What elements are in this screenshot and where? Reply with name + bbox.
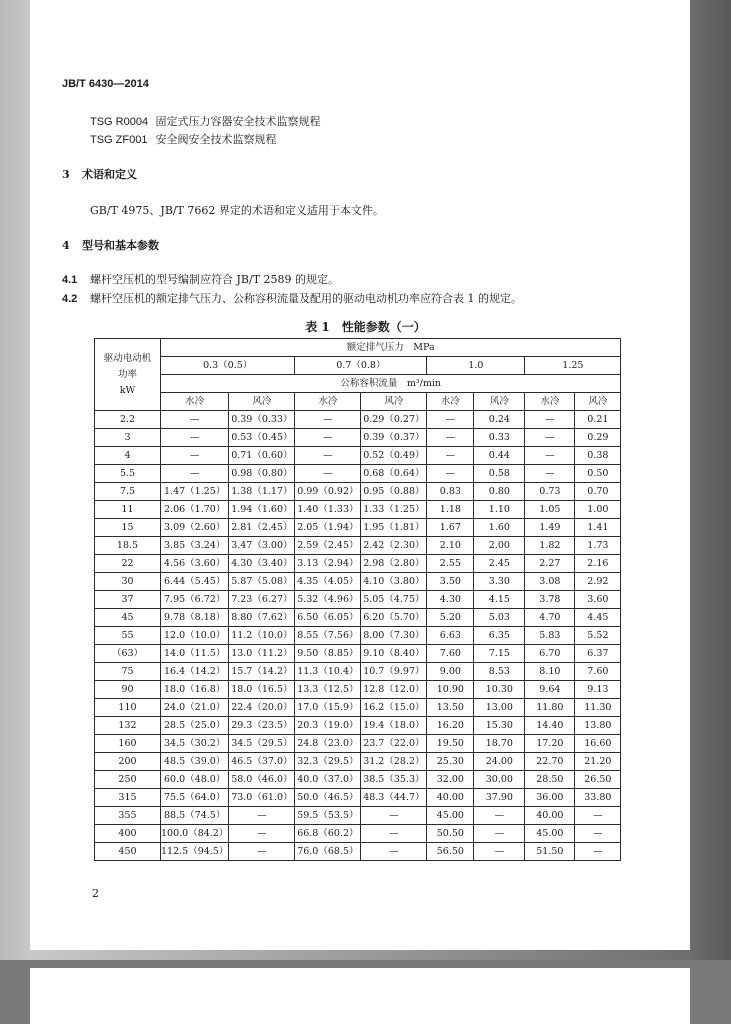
table-row: [95, 555, 621, 573]
flow-cell: 13.00: [474, 699, 525, 717]
reference-item: [90, 131, 277, 147]
flow-cell: 1.05: [525, 501, 575, 519]
flow-cell: 24.0（21.0）: [161, 699, 229, 717]
flow-cell: 24.00: [474, 753, 525, 771]
flow-cell: 76.0（68.5）: [295, 843, 361, 861]
flow-cell: 0.83: [427, 483, 474, 501]
flow-cell: 2.55: [427, 555, 474, 573]
flow-cell: 6.50（6.05）: [295, 609, 361, 627]
flow-cell: —: [295, 429, 361, 447]
flow-cell: 5.03: [474, 609, 525, 627]
flow-cell: 51.50: [525, 843, 575, 861]
pressure-header-cell: 0.3（0.5）: [161, 357, 295, 375]
flow-cell: 3.85（3.24）: [161, 537, 229, 555]
pressure-header-cell: 1.0: [427, 357, 525, 375]
flow-cell: —: [229, 843, 295, 861]
flow-cell: 1.60: [474, 519, 525, 537]
flow-cell: 56.50: [427, 843, 474, 861]
power-cell: 30: [95, 573, 161, 591]
flow-cell: 5.05（4.75）: [361, 591, 427, 609]
table-row: [95, 411, 621, 429]
flow-cell: 18.0（16.5）: [229, 681, 295, 699]
flow-cell: 73.0（61.0）: [229, 789, 295, 807]
table-row: [95, 429, 621, 447]
section-title: 型号和基本参数: [82, 239, 159, 252]
flow-cell: 0.39（0.37）: [361, 429, 427, 447]
flow-cell: 5.83: [525, 627, 575, 645]
flow-cell: 4.30: [427, 591, 474, 609]
flow-cell: 1.47（1.25）: [161, 483, 229, 501]
power-cell: 110: [95, 699, 161, 717]
flow-cell: 0.29: [575, 429, 621, 447]
flow-cell: 1.94（1.60）: [229, 501, 295, 519]
flow-cell: 20.3（19.0）: [295, 717, 361, 735]
document-header: JB/T 6430—2014: [62, 78, 149, 90]
flow-header: 公称容积流量 m³/min: [161, 375, 621, 393]
table-row: [95, 717, 621, 735]
table-row: [95, 573, 621, 591]
flow-cell: 9.13: [575, 681, 621, 699]
clause: [62, 290, 522, 306]
flow-cell: 5.52: [575, 627, 621, 645]
flow-cell: —: [229, 825, 295, 843]
flow-cell: —: [361, 807, 427, 825]
flow-cell: —: [525, 465, 575, 483]
flow-cell: —: [575, 807, 621, 825]
power-cell: 11: [95, 501, 161, 519]
flow-cell: 3.09（2.60）: [161, 519, 229, 537]
flow-cell: 2.16: [575, 555, 621, 573]
table-row: [95, 627, 621, 645]
table-row: [95, 609, 621, 627]
flow-cell: —: [525, 411, 575, 429]
table-row: [95, 519, 621, 537]
power-cell: 75: [95, 663, 161, 681]
flow-cell: 1.95（1.81）: [361, 519, 427, 537]
flow-cell: 0.73: [525, 483, 575, 501]
table-row: [95, 537, 621, 555]
flow-cell: 3.08: [525, 573, 575, 591]
flow-cell: 6.70: [525, 645, 575, 663]
flow-cell: 1.49: [525, 519, 575, 537]
flow-cell: —: [361, 825, 427, 843]
flow-cell: 29.3（23.5）: [229, 717, 295, 735]
flow-cell: 7.60: [427, 645, 474, 663]
pressure-header-cell: 1.25: [525, 357, 621, 375]
cooling-header-cell: 风冷: [361, 393, 427, 411]
section-number: 4: [62, 239, 70, 252]
flow-cell: 1.67: [427, 519, 474, 537]
table-row: [95, 663, 621, 681]
flow-cell: 10.7（9.97）: [361, 663, 427, 681]
flow-cell: 1.73: [575, 537, 621, 555]
power-cell: 160: [95, 735, 161, 753]
table-row: [95, 807, 621, 825]
section-title: 术语和定义: [82, 168, 137, 181]
flow-cell: —: [161, 411, 229, 429]
row-header-line: kW: [119, 384, 136, 396]
flow-cell: 11.2（10.0）: [229, 627, 295, 645]
flow-cell: 2.06（1.70）: [161, 501, 229, 519]
flow-cell: 0.71（0.60）: [229, 447, 295, 465]
flow-cell: 13.0（11.2）: [229, 645, 295, 663]
flow-cell: 4.10（3.80）: [361, 573, 427, 591]
flow-cell: 48.5（39.0）: [161, 753, 229, 771]
flow-cell: 13.50: [427, 699, 474, 717]
flow-cell: 2.81（2.45）: [229, 519, 295, 537]
row-header-line: 驱动电动机: [103, 352, 152, 364]
flow-cell: 0.99（0.92）: [295, 483, 361, 501]
section-heading: [62, 166, 137, 182]
table-row: [95, 465, 621, 483]
flow-cell: 8.55（7.56）: [295, 627, 361, 645]
flow-cell: —: [161, 465, 229, 483]
flow-cell: 0.58: [474, 465, 525, 483]
flow-cell: 1.40（1.33）: [295, 501, 361, 519]
flow-cell: 3.60: [575, 591, 621, 609]
flow-cell: 1.41: [575, 519, 621, 537]
section-paragraph: GB/T 4975、JB/T 7662 界定的术语和定义适用于本文件。: [90, 204, 384, 217]
flow-cell: 0.68（0.64）: [361, 465, 427, 483]
cooling-header-cell: 水冷: [295, 393, 361, 411]
flow-cell: 18.0（16.8）: [161, 681, 229, 699]
power-cell: 37: [95, 591, 161, 609]
flow-cell: 3.47（3.00）: [229, 537, 295, 555]
table-row: [95, 483, 621, 501]
flow-cell: 40.00: [525, 807, 575, 825]
table-row: [95, 501, 621, 519]
flow-cell: 38.5（35.3）: [361, 771, 427, 789]
reference-code: TSG R0004: [90, 116, 149, 128]
flow-cell: 8.53: [474, 663, 525, 681]
flow-cell: 15.30: [474, 717, 525, 735]
flow-cell: 6.44（5.45）: [161, 573, 229, 591]
flow-cell: 17.0（15.9）: [295, 699, 361, 717]
flow-cell: 45.00: [525, 825, 575, 843]
flow-cell: —: [295, 465, 361, 483]
flow-cell: 2.92: [575, 573, 621, 591]
table-body: [95, 411, 621, 861]
flow-cell: 7.15: [474, 645, 525, 663]
cooling-header-cell: 风冷: [575, 393, 621, 411]
flow-cell: 60.0（48.0）: [161, 771, 229, 789]
flow-cell: —: [229, 807, 295, 825]
flow-cell: 50.50: [427, 825, 474, 843]
power-cell: 4: [95, 447, 161, 465]
reference-title: 安全阀安全技术监察规程: [155, 133, 277, 146]
power-cell: 250: [95, 771, 161, 789]
table-row: [95, 699, 621, 717]
flow-cell: 19.4（18.0）: [361, 717, 427, 735]
pressure-header: 额定排气压力 MPa: [161, 339, 621, 357]
flow-cell: —: [525, 447, 575, 465]
table-row: [95, 447, 621, 465]
flow-cell: 8.00（7.30）: [361, 627, 427, 645]
flow-cell: 2.05（1.94）: [295, 519, 361, 537]
row-header-line: 功率: [117, 368, 137, 380]
table-row: [95, 753, 621, 771]
flow-cell: 75.5（64.0）: [161, 789, 229, 807]
flow-cell: 0.29（0.27）: [361, 411, 427, 429]
flow-cell: —: [161, 429, 229, 447]
flow-cell: 3.13（2.94）: [295, 555, 361, 573]
table-row: [95, 645, 621, 663]
power-cell: 132: [95, 717, 161, 735]
clause-number: 4.1: [62, 274, 78, 286]
flow-cell: 10.90: [427, 681, 474, 699]
flow-cell: 5.87（5.08）: [229, 573, 295, 591]
row-header-cell: [95, 339, 161, 411]
table-title: 表 1 性能参数（一）: [305, 320, 426, 334]
flow-cell: 59.5（53.5）: [295, 807, 361, 825]
flow-cell: 2.42（2.30）: [361, 537, 427, 555]
flow-cell: 2.27: [525, 555, 575, 573]
flow-cell: 112.5（94.5）: [161, 843, 229, 861]
flow-cell: —: [427, 447, 474, 465]
power-cell: 2.2: [95, 411, 161, 429]
clause-text: 螺杆空压机的型号编制应符合 JB/T 2589 的规定。: [90, 273, 340, 286]
flow-cell: 0.52（0.49）: [361, 447, 427, 465]
reference-title: 固定式压力容器安全技术监察规程: [155, 115, 321, 128]
flow-cell: 50.0（46.5）: [295, 789, 361, 807]
cooling-header-cell: 水冷: [525, 393, 575, 411]
flow-cell: —: [427, 429, 474, 447]
flow-cell: 2.59（2.45）: [295, 537, 361, 555]
power-cell: 5.5: [95, 465, 161, 483]
power-cell: 200: [95, 753, 161, 771]
flow-cell: 1.82: [525, 537, 575, 555]
flow-cell: 3.78: [525, 591, 575, 609]
flow-cell: 32.3（29.5）: [295, 753, 361, 771]
flow-cell: 0.95（0.88）: [361, 483, 427, 501]
flow-cell: 34.5（29.5）: [229, 735, 295, 753]
flow-cell: 4.35（4.05）: [295, 573, 361, 591]
flow-cell: —: [361, 843, 427, 861]
reference-item: [90, 113, 321, 129]
power-cell: （63）: [95, 645, 161, 663]
flow-cell: 9.64: [525, 681, 575, 699]
next-document-page: [30, 968, 690, 1024]
flow-cell: 12.0（10.0）: [161, 627, 229, 645]
cooling-header-cell: 风冷: [474, 393, 525, 411]
flow-cell: 1.00: [575, 501, 621, 519]
flow-cell: 1.38（1.17）: [229, 483, 295, 501]
flow-cell: 0.21: [575, 411, 621, 429]
flow-cell: 1.10: [474, 501, 525, 519]
flow-cell: 23.7（22.0）: [361, 735, 427, 753]
flow-cell: 22.70: [525, 753, 575, 771]
clause-text: 螺杆空压机的额定排气压力、公称容积流量及配用的驱动电动机功率应符合表 1 的规定。: [90, 292, 522, 305]
flow-cell: 0.50: [575, 465, 621, 483]
flow-cell: 14.40: [525, 717, 575, 735]
table-row: [95, 825, 621, 843]
section-number: 3: [62, 168, 70, 181]
flow-cell: 22.4（20.0）: [229, 699, 295, 717]
flow-cell: 2.10: [427, 537, 474, 555]
flow-cell: 8.10: [525, 663, 575, 681]
flow-cell: 11.30: [575, 699, 621, 717]
flow-cell: —: [427, 411, 474, 429]
flow-cell: 88.5（74.5）: [161, 807, 229, 825]
flow-cell: 36.00: [525, 789, 575, 807]
table-row: [95, 591, 621, 609]
cooling-header-cell: 水冷: [427, 393, 474, 411]
flow-cell: —: [295, 411, 361, 429]
power-cell: 3: [95, 429, 161, 447]
flow-cell: —: [427, 465, 474, 483]
flow-cell: 16.20: [427, 717, 474, 735]
flow-cell: 9.78（8.18）: [161, 609, 229, 627]
flow-cell: 21.20: [575, 753, 621, 771]
page-number: 2: [92, 887, 99, 900]
table-row: [95, 843, 621, 861]
flow-cell: 37.90: [474, 789, 525, 807]
flow-cell: 13.80: [575, 717, 621, 735]
flow-cell: 4.15: [474, 591, 525, 609]
flow-cell: 11.80: [525, 699, 575, 717]
flow-cell: 7.95（6.72）: [161, 591, 229, 609]
power-cell: 18.5: [95, 537, 161, 555]
flow-cell: 0.38: [575, 447, 621, 465]
flow-cell: 4.70: [525, 609, 575, 627]
flow-cell: 10.30: [474, 681, 525, 699]
flow-cell: 48.3（44.7）: [361, 789, 427, 807]
flow-cell: 18.70: [474, 735, 525, 753]
flow-cell: 31.2（28.2）: [361, 753, 427, 771]
flow-cell: 7.23（6.27）: [229, 591, 295, 609]
flow-cell: 0.39（0.33）: [229, 411, 295, 429]
flow-cell: 40.0（37.0）: [295, 771, 361, 789]
power-cell: 22: [95, 555, 161, 573]
flow-cell: 100.0（84.2）: [161, 825, 229, 843]
cooling-header-cell: 风冷: [229, 393, 295, 411]
flow-cell: 16.60: [575, 735, 621, 753]
clause: [62, 271, 339, 287]
table-row: [95, 789, 621, 807]
flow-cell: 2.00: [474, 537, 525, 555]
flow-cell: 0.44: [474, 447, 525, 465]
flow-cell: 17.20: [525, 735, 575, 753]
flow-cell: 6.37: [575, 645, 621, 663]
flow-cell: 25.30: [427, 753, 474, 771]
flow-cell: 34.5（30.2）: [161, 735, 229, 753]
flow-cell: —: [474, 843, 525, 861]
flow-cell: 11.3（10.4）: [295, 663, 361, 681]
cooling-header-row: [95, 393, 621, 411]
flow-cell: 58.0（46.0）: [229, 771, 295, 789]
power-cell: 400: [95, 825, 161, 843]
flow-cell: 3.30: [474, 573, 525, 591]
clause-number: 4.2: [62, 293, 78, 305]
flow-cell: —: [161, 447, 229, 465]
flow-cell: 15.7（14.2）: [229, 663, 295, 681]
flow-cell: 6.20（5.70）: [361, 609, 427, 627]
flow-cell: 24.8（23.0）: [295, 735, 361, 753]
section-heading: [62, 237, 159, 253]
flow-cell: —: [474, 807, 525, 825]
flow-cell: —: [525, 429, 575, 447]
flow-cell: 46.5（37.0）: [229, 753, 295, 771]
flow-cell: 9.00: [427, 663, 474, 681]
cooling-header-cell: 水冷: [161, 393, 229, 411]
power-cell: 450: [95, 843, 161, 861]
flow-cell: 4.56（3.60）: [161, 555, 229, 573]
flow-cell: 1.33（1.25）: [361, 501, 427, 519]
power-cell: 45: [95, 609, 161, 627]
table-row: [95, 771, 621, 789]
flow-cell: 9.10（8.40）: [361, 645, 427, 663]
flow-cell: 33.80: [575, 789, 621, 807]
flow-cell: 4.45: [575, 609, 621, 627]
table-row: [95, 735, 621, 753]
flow-cell: 5.20: [427, 609, 474, 627]
flow-cell: 40.00: [427, 789, 474, 807]
power-cell: 355: [95, 807, 161, 825]
flow-cell: 5.32（4.96）: [295, 591, 361, 609]
flow-cell: 0.33: [474, 429, 525, 447]
flow-cell: 4.30（3.40）: [229, 555, 295, 573]
power-cell: 7.5: [95, 483, 161, 501]
flow-cell: —: [575, 825, 621, 843]
power-cell: 55: [95, 627, 161, 645]
flow-cell: 8.80（7.62）: [229, 609, 295, 627]
flow-cell: —: [474, 825, 525, 843]
performance-table: [94, 338, 621, 861]
flow-cell: 19.50: [427, 735, 474, 753]
flow-cell: 14.0（11.5）: [161, 645, 229, 663]
flow-cell: 12.8（12.0）: [361, 681, 427, 699]
reference-code: TSG ZF001: [90, 134, 148, 146]
power-cell: 15: [95, 519, 161, 537]
flow-cell: 6.35: [474, 627, 525, 645]
flow-cell: 16.4（14.2）: [161, 663, 229, 681]
flow-cell: 45.00: [427, 807, 474, 825]
flow-cell: 28.50: [525, 771, 575, 789]
flow-cell: 3.50: [427, 573, 474, 591]
flow-cell: 9.50（8.85）: [295, 645, 361, 663]
flow-cell: 16.2（15.0）: [361, 699, 427, 717]
flow-cell: 6.63: [427, 627, 474, 645]
flow-cell: 30.00: [474, 771, 525, 789]
power-cell: 90: [95, 681, 161, 699]
flow-cell: 13.3（12.5）: [295, 681, 361, 699]
power-cell: 315: [95, 789, 161, 807]
flow-cell: 1.18: [427, 501, 474, 519]
flow-cell: 0.70: [575, 483, 621, 501]
pressure-header-cell: 0.7（0.8）: [295, 357, 427, 375]
flow-cell: 2.98（2.80）: [361, 555, 427, 573]
flow-cell: 66.8（60.2）: [295, 825, 361, 843]
flow-cell: 32.00: [427, 771, 474, 789]
flow-cell: 28.5（25.0）: [161, 717, 229, 735]
flow-cell: 26.50: [575, 771, 621, 789]
flow-cell: —: [575, 843, 621, 861]
flow-cell: 0.98（0.80）: [229, 465, 295, 483]
table-row: [95, 681, 621, 699]
flow-cell: 2.45: [474, 555, 525, 573]
flow-cell: 0.80: [474, 483, 525, 501]
flow-cell: 0.24: [474, 411, 525, 429]
flow-cell: —: [295, 447, 361, 465]
flow-cell: 0.53（0.45）: [229, 429, 295, 447]
flow-cell: 7.60: [575, 663, 621, 681]
